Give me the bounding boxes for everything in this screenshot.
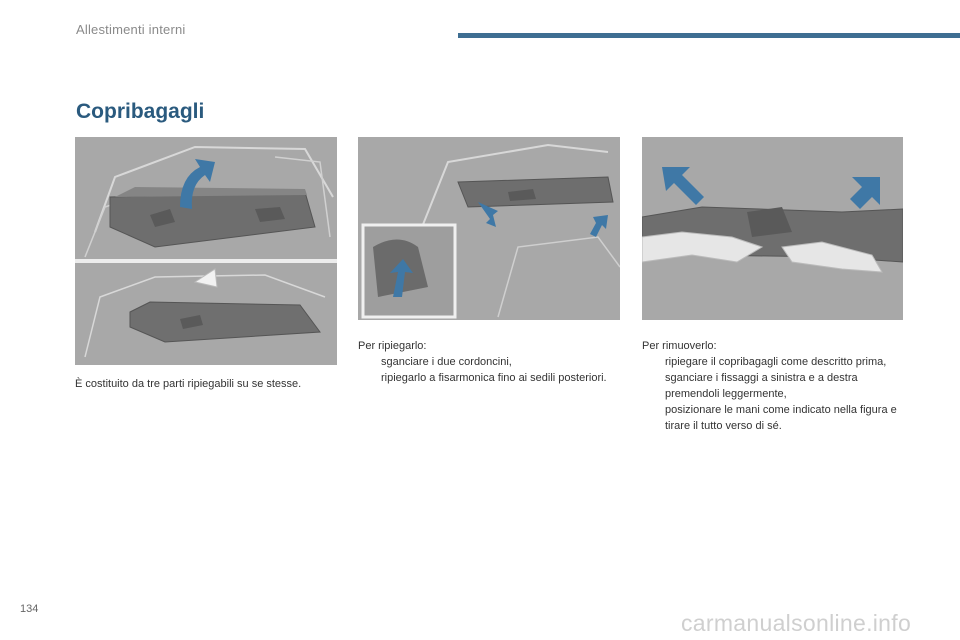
list-item (358, 370, 620, 386)
caption-description (75, 376, 345, 392)
step-text: ripiegare il copribagagli come descritto prima, (665, 356, 887, 368)
page-number: 134 (20, 603, 39, 615)
caption-lead: Per ripiegarlo: (358, 340, 427, 352)
header-bar (458, 33, 960, 38)
caption-remove-instructions (642, 338, 904, 434)
list-item (642, 370, 904, 402)
figure-fold-shelf (358, 137, 620, 320)
step-text: sganciare i fissaggi a sinistra e a destra premendoli leggermente, (665, 372, 858, 400)
list-item (642, 402, 904, 434)
list-item (642, 354, 904, 370)
list-item (358, 354, 620, 370)
caption-lead: Per rimuoverlo: (642, 340, 717, 352)
caption-fold-instructions (358, 338, 620, 386)
figure-parcel-shelf-folded (75, 137, 337, 365)
page-title: Copribagagli (76, 100, 205, 123)
step-text: sganciare i due cordoncini, (381, 356, 512, 368)
watermark: carmanualsonline.info (681, 610, 912, 636)
caption-text: È costituito da tre parti ripiegabili su se stesse. (75, 378, 302, 390)
figure-remove-shelf (642, 137, 903, 320)
step-list (642, 354, 904, 434)
step-text: ripiegarlo a fisarmonica fino ai sedili posteriori. (381, 372, 607, 384)
step-text: posizionare le mani come indicato nella figura e tirare il tutto verso di sé. (665, 404, 897, 432)
step-list (358, 354, 620, 386)
section-title: Allestimenti interni (76, 22, 186, 37)
